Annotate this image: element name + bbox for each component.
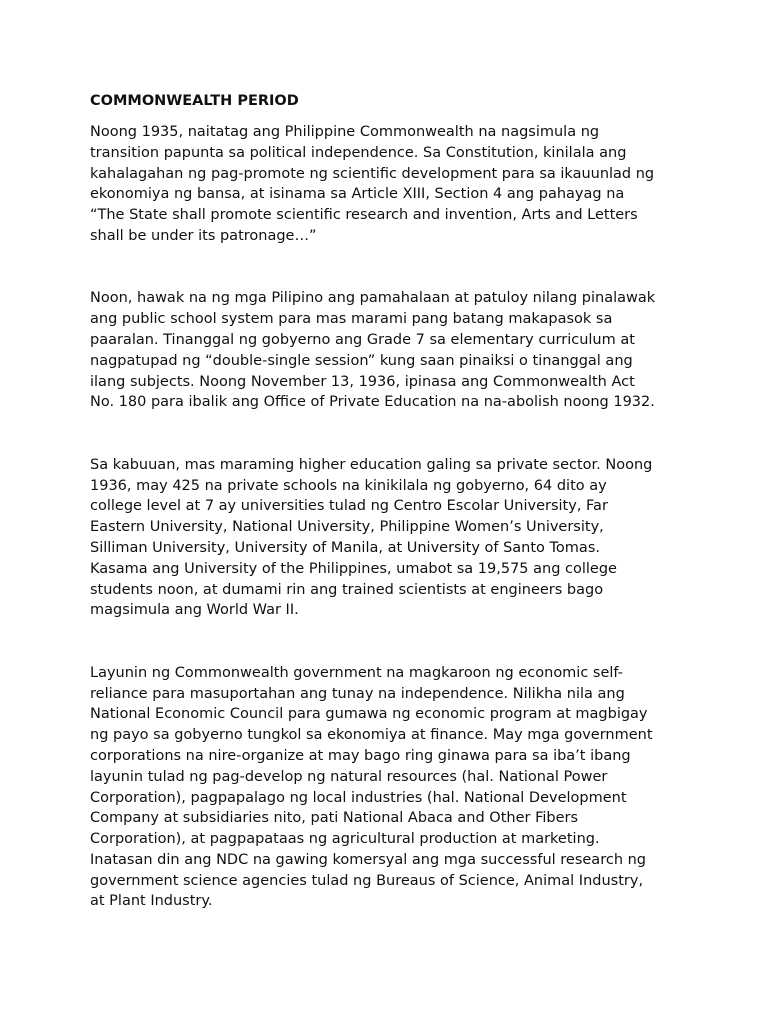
paragraph-1	[90, 122, 690, 247]
paragraph-line: ilang subjects. Noong November 13, 1936, ipinasa ang Commonwealth Act	[90, 373, 635, 390]
paragraph-line: ng payo sa gobyerno tungkol sa ekonomiya at finance. May mga government	[90, 727, 653, 744]
document-page	[90, 90, 690, 912]
paragraph-line: reliance para masuportahan ang tunay na independence. Nilikha nila ang	[90, 685, 625, 702]
paragraph-line: Inatasan din ang NDC na gawing komersyal ang mga successful research ng	[90, 851, 647, 868]
paragraph-2	[90, 288, 690, 413]
paragraph-line: Noon, hawak na ng mga Pilipino ang pamahalaan at patuloy nilang pinalawak	[90, 290, 656, 307]
paragraph-line: Layunin ng Commonwealth government na magkaroon ng economic self-	[90, 664, 623, 681]
paragraph-line: students noon, at dumami rin ang trained scientists at engineers bago	[90, 581, 604, 598]
paragraph-line: Eastern University, National University, Philippine Women’s University,	[90, 519, 604, 536]
paragraph-4	[90, 663, 690, 913]
paragraph-line: ekonomiya ng bansa, at isinama sa Article XIII, Section 4 ang pahayag na	[90, 186, 625, 203]
paragraph-line: “The State shall promote scientific research and invention, Arts and Letters	[90, 207, 638, 224]
paragraph-line: transition papunta sa political independence. Sa Constitution, kinilala ang	[90, 144, 627, 161]
paragraph-line: No. 180 para ibalik ang Office of Private Education na na-abolish noong 1932.	[90, 394, 655, 411]
paragraph-line: Company at subsidiaries nito, pati National Abaca and Other Fibers	[90, 810, 579, 827]
paragraph-line: magsimula ang World War II.	[90, 602, 299, 619]
paragraph-3	[90, 455, 690, 621]
paragraph-line: shall be under its patronage…”	[90, 227, 317, 244]
paragraph-line: at Plant Industry.	[90, 893, 213, 910]
paragraph-line: 1936, may 425 na private schools na kinikilala ng gobyerno, 64 dito ay	[90, 477, 607, 494]
paragraph-line: Silliman University, University of Manila, at University of Santo Tomas.	[90, 539, 600, 556]
paragraph-line: Corporation), at pagpapataas ng agricultural production at marketing.	[90, 831, 600, 848]
paragraph-line: kahalagahan ng pag-promote ng scientific development para sa ikauunlad ng	[90, 165, 655, 182]
paragraph-line: National Economic Council para gumawa ng economic program at magbigay	[90, 706, 648, 723]
paragraph-line: nagpatupad ng “double-single session” kung saan pinaiksi o tinanggal ang	[90, 352, 633, 369]
document-title: COMMONWEALTH PERIOD	[90, 93, 299, 109]
paragraph-line: Sa kabuuan, mas maraming higher education galing sa private sector. Noong	[90, 456, 653, 473]
paragraph-line: layunin tulad ng pag-develop ng natural resources (hal. National Power	[90, 768, 608, 785]
paragraph-line: college level at 7 ay universities tulad ng Centro Escolar University, Far	[90, 498, 608, 515]
paragraph-line: ang public school system para mas marami pang batang makapasok sa	[90, 311, 613, 328]
paragraph-line: paaralan. Tinanggal ng gobyerno ang Grade 7 sa elementary curriculum at	[90, 331, 635, 348]
paragraph-line: Noong 1935, naitatag ang Philippine Commonwealth na nagsimula ng	[90, 124, 600, 140]
paragraph-line: Corporation), pagpapalago ng local industries (hal. National Development	[90, 789, 627, 806]
paragraph-line: corporations na nire-organize at may bago ring ginawa para sa iba’t ibang	[90, 747, 631, 764]
paragraph-line: Kasama ang University of the Philippines, umabot sa 19,575 ang college	[90, 560, 617, 577]
paragraph-line: government science agencies tulad ng Bureaus of Science, Animal Industry,	[90, 872, 644, 889]
